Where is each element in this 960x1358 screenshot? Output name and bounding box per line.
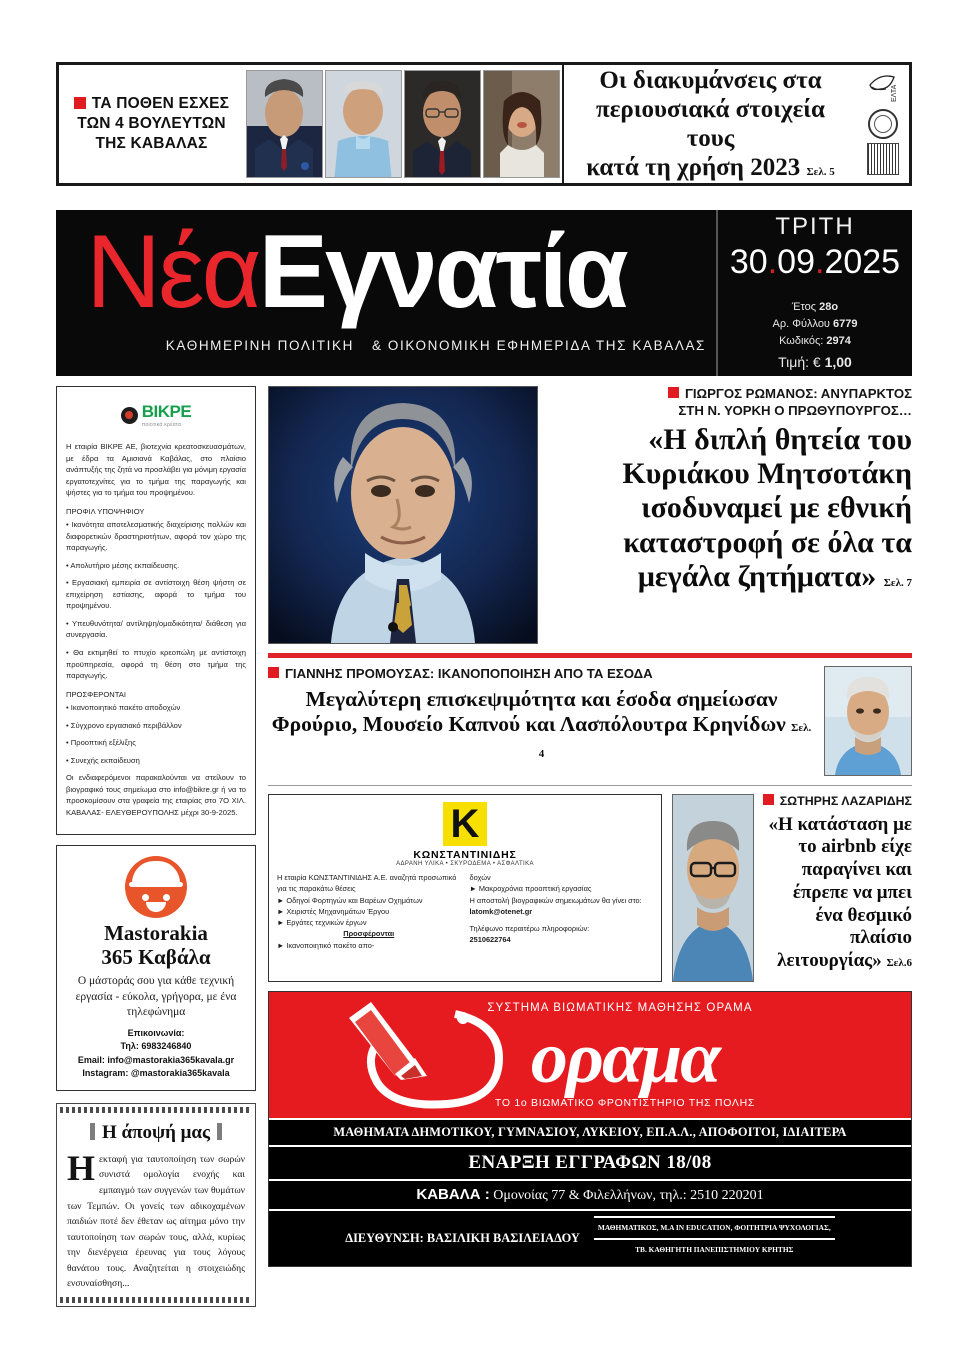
konstantinidis-phone-label: Τηλέφωνο περαιτέρω πληροφοριών: (469, 924, 590, 933)
masthead-price-value: 1,00 (824, 353, 852, 370)
politician-portrait-4-image (484, 71, 559, 178)
top-banner-label-text: ΤΑ ΠΟΘΕΝ ΕΣΧΕΣ ΤΩΝ 4 ΒΟΥΛΕΥΤΩΝ ΤΗΣ ΚΑΒΑΛΑΣ (77, 95, 230, 152)
vikre-intro: Η εταιρία ΒΙΚΡΕ ΑΕ, βιοτεχνία κρεατοσκευασμάτων, με έδρα τα Αμισιανά Καβάλας, στο πλαίσιο ανάπτυξής της ζητά να προσλάβει για μόνιμη εργασία εργατοτεχνίτες για το τμήμα της παραγωγής και ψήστες για το τμήμα του προψημένου. (66, 442, 246, 498)
ad-orama[interactable] (268, 991, 912, 1267)
thin-divider-rule (268, 785, 912, 786)
red-square-icon (74, 97, 86, 109)
vikre-offer-3: • Προοπτική εξέλιξης (66, 738, 136, 748)
vikre-dot-icon (121, 407, 138, 424)
konstantinidis-bullet-2: ► Χειριστές Μηχανημάτων Έργου (277, 906, 390, 916)
top-banner-box (56, 62, 912, 186)
giannis-promousas-photo (824, 666, 912, 776)
masthead-subtitle (165, 332, 706, 358)
mastorakia-mouth (146, 902, 166, 912)
vikre-bullet-3: • Εργασιακή εμπειρία σε αντίστοιχη θέση ψήστη σε επιχείρηση εστίασης, αφορά το τμήμα του προψημένου. (66, 578, 246, 611)
masthead-subtitle-left: ΚΑΘΗΜΕΡΙΝΗ ΠΟΛΙΤΙΚΗ (165, 337, 354, 353)
orama-address-line (269, 1179, 911, 1209)
orama-address: Ομονοίας 77 & Φιλελλήνων, τηλ.: 2510 220201 (493, 1188, 764, 1203)
politician-photo-4 (483, 70, 560, 178)
mastorakia-email[interactable]: Email: info@mastorakia365kavala.gr (77, 1054, 235, 1065)
lead-kicker-line2: ΣΤΗ Ν. ΥΟΡΚΗ Ο ΠΡΩΘΥΠΟΥΡΓΟΣ… (678, 402, 912, 418)
politician-portrait-3-image (405, 71, 480, 178)
masthead-issue-line (772, 316, 857, 333)
third-page-ref: Σελ.6 (886, 957, 912, 970)
orama-director-credentials (594, 1216, 835, 1261)
lead-kicker (548, 386, 912, 419)
red-square-icon (268, 667, 279, 678)
vikre-logo-tagline: ποιοτικά κρέατα (141, 422, 182, 428)
masthead-title-part2: Εγνατία (258, 214, 626, 330)
orama-director-line (269, 1209, 911, 1266)
lead-headline[interactable] (548, 423, 912, 594)
top-banner-label (65, 94, 238, 153)
orama-banner (269, 992, 911, 1118)
barcode-logo (867, 143, 899, 175)
editorial-bar-right-icon (217, 1123, 222, 1140)
vikre-offer-4: • Συνεχής εκπαίδευση (66, 755, 140, 765)
konstantinidis-name: ΚΩΝΣΤΑΝΤΙΝΙΔΗΣ (413, 849, 517, 861)
second-headline[interactable] (268, 687, 815, 764)
masthead-day: ΤΡΙΤΗ (775, 212, 855, 240)
lead-story-text (548, 386, 912, 644)
second-story (268, 666, 912, 776)
konstantinidis-col2-cont: δοχών (469, 873, 491, 882)
masthead-meta (772, 299, 857, 374)
lead-story (268, 386, 912, 644)
top-banner-headline (574, 66, 847, 182)
vikre-profile-heading: ΠΡΟΦΙΛ ΥΠΟΨΗΦΙΟΥ (66, 506, 145, 516)
orama-enrollment-line: ΕΝΑΡΞΗ ΕΓΓΡΑΦΩΝ 18/08 (269, 1145, 911, 1179)
mastorakia-title (65, 922, 247, 969)
mastorakia-contact (65, 1027, 247, 1081)
content-area (56, 386, 912, 1306)
konstantinidis-email[interactable]: latomk@otenet.gr (469, 906, 533, 916)
elta-logo (866, 73, 900, 105)
lead-page-ref: Σελ. 7 (883, 576, 912, 589)
third-story-text (761, 794, 912, 982)
editorial-body: Ηεκταφή για ταυτοποίηση των σωρών συνιστά ομολογία ενοχής και εμπαιγμό των συγγενών των θυμάτων των Τεμπών. Οι γονείς των αδικοχαμένων παιδιών ποτέ δεν έθεταν ως αίτημα μόνο την ταυτοποίηση των σωρών τους, αλλά, κυρίως την διενέργεια έρευνας για τους λόγους θανάτου τους. Αναζητείται η στοιχειώδης ενσυναίσθηση... (67, 1147, 245, 1290)
orama-credential-1: ΜΑΘΗΜΑΤΙΚΟΣ, Μ.Α IN EDUCATION, ΦΟΙΤΗΤΡΙΑ ΨΥΧΟΛΟΓΙΑΣ, (594, 1216, 835, 1238)
vikre-logo-name: BIKPE (141, 402, 192, 421)
mastorakia-slogan: Ο μάστοράς σου για κάθε τεχνική εργασία - εύκολα, γρήγορα, με ένα τηλεφώνημα (75, 975, 237, 1019)
politician-portrait-1-image (247, 71, 322, 178)
masthead-date-year: 2025 (824, 242, 901, 281)
konstantinidis-tagline: ΑΔΡΑΝΗ ΥΛΙΚΑ • ΣΚΥΡΟΔΕΜΑ • ΑΣΦΑΛΤΙΚΑ (396, 861, 534, 867)
ad-mastorakia[interactable] (56, 845, 256, 1091)
top-banner (56, 62, 912, 186)
masthead-year-line (772, 299, 857, 316)
third-story (672, 794, 912, 982)
orama-credential-2: ΤΒ. ΚΑΘΗΓΗΤΗ ΠΑΝΕΠΙΣΤΗΜΙΟΥ ΚΡΗΤΗΣ (594, 1238, 835, 1260)
seal-logo (868, 109, 898, 139)
second-kicker-text: ΓΙΑΝΝΗΣ ΠΡΟΜΟΥΣΑΣ: ΙΚΑΝΟΠΟΠΟΙΗΣΗ ΑΠΟ ΤΑ ΕΣΟΔΑ (285, 666, 653, 681)
top-banner-headline-line-3 (574, 153, 847, 182)
editorial-box (56, 1103, 256, 1307)
mastorakia-phone[interactable]: Τηλ: 6983246840 (120, 1041, 192, 1052)
masthead-issue-value: 6779 (833, 317, 858, 330)
orama-courses-line: ΜΑΘΗΜΑΤΑ ΔΗΜΟΤΙΚΟΥ, ΓΥΜΝΑΣΙΟΥ, ΛΥΚΕΙΟΥ, ΕΠ.Α.Λ., ΑΠΟΦΟΙΤΟΙ, ΙΔΙΑΙΤΕΡΑ (269, 1118, 911, 1145)
mastorakia-eye-right (163, 894, 170, 901)
konstantinidis-columns (277, 872, 653, 951)
konstantinidis-intro: Η εταιρία ΚΩΝΣΤΑΝΤΙΝΙΔΗΣ Α.Ε. αναζητά προσωπικό για τις παρακάτω θέσεις (277, 873, 457, 894)
orama-director-name: ΔΙΕΥΘΥΝΣΗ: ΒΑΣΙΛΙΚΗ ΒΑΣΙΛΕΙΑΔΟΥ (345, 1230, 580, 1245)
main-column (268, 386, 912, 1267)
vikre-offers-heading: ΠΡΟΣΦΕΡΟΝΤΑΙ (66, 689, 126, 699)
politician-photo-3 (404, 70, 481, 178)
masthead-year-label: Έτος (791, 300, 817, 313)
second-kicker (268, 666, 815, 683)
vikre-logo-mark (121, 402, 191, 428)
konstantinidis-col-2 (470, 872, 654, 951)
masthead-title (86, 214, 626, 330)
politician-photo-2 (325, 70, 402, 178)
vikre-logo (66, 395, 246, 435)
masthead-code-value: 2974 (826, 334, 851, 347)
lead-headline-text: «Η διπλή θητεία του Κυριάκου Μητσοτάκη ισοδυναμεί με εθνική καταστροφή σε όλα τα μεγάλα ζητήματα» (622, 423, 912, 593)
vikre-ad-text (66, 441, 246, 818)
masthead-price-label: Τιμή: € (778, 353, 821, 370)
third-headline[interactable] (761, 814, 912, 974)
second-story-text (268, 666, 815, 764)
lead-kicker-line1: ΓΙΩΡΓΟΣ ΡΩΜΑΝΟΣ: ΑΝΥΠΑΡΚΤΟΣ (684, 386, 912, 401)
masthead (56, 210, 912, 376)
sotiris-lazaridis-portrait-image (673, 795, 753, 981)
giorgos-romanos-photo (268, 386, 538, 644)
vikre-bullet-4: • Υπευθυνότητα/ αντίληψη/ομαδικότητα/ διάθεση για συνεργασία. (66, 618, 246, 640)
svg-text:ΕΛΤΑ: ΕΛΤΑ (891, 84, 898, 102)
top-banner-headline-line-2: περιουσιακά στοιχεία τους (596, 96, 825, 152)
konstantinidis-logo-icon: Κ (443, 802, 487, 846)
orama-pencil-icon (335, 1000, 525, 1110)
editorial-top-dots (60, 1107, 252, 1113)
giannis-promousas-portrait-image (825, 667, 911, 775)
mastorakia-eye-left (142, 894, 149, 901)
vikre-bullet-5: • Θα εκτιμηθεί το πτυχίο κρεοπώλη με αντίστοιχη προϋπηρεσία, αφορά τη θέση στο τμήμα της παραγωγής. (66, 647, 246, 681)
masthead-title-area (56, 210, 716, 376)
orama-wordmark: οραμα (530, 1017, 720, 1099)
second-headline-text: Μεγαλύτερη επισκεψιμότητα και έσοδα σημείωσαν Φρούριο, Μουσείο Καπνού και Λασπόλουτρα Κρηνίδων (271, 686, 786, 737)
konstantinidis-col2-bullet-1: ► Μακροχρόνια προοπτική εργασίας (469, 884, 592, 894)
masthead-subtitle-right: & ΟΙΚΟΝΟΜΙΚΗ ΕΦΗΜΕΡΙΔΑ ΤΗΣ ΚΑΒΑΛΑΣ (371, 337, 706, 353)
politician-photo-1 (246, 70, 323, 178)
konstantinidis-bullet-3: ► Εργάτες τεχνικών έργων (277, 918, 367, 927)
vikre-offer-1: • Ικανοποιητικό πακέτο αποδοχών (66, 703, 181, 713)
third-kicker-text: ΣΩΤΗΡΗΣ ΛΑΖΑΡΙΔΗΣ (779, 794, 912, 808)
third-row (268, 794, 912, 982)
mastorakia-hat-shape (132, 861, 180, 883)
politician-portrait-2-image (326, 71, 401, 178)
politician-photo-strip (244, 65, 562, 183)
elta-logo-image (866, 73, 900, 105)
masthead-title-part1: Νέα (86, 214, 259, 330)
orama-city: ΚΑΒΑΛΑ : (416, 1186, 490, 1203)
third-headline-text: «Η κατάσταση με το airbnb είχε παραγίνει και έπρεπε να μπει ένα θεσμικό πλαίσιο λειτουργίας» (768, 813, 912, 972)
orama-info-lines (269, 1118, 911, 1266)
top-banner-label-block (59, 65, 244, 183)
masthead-code-line (772, 333, 857, 350)
editorial-bar-left-icon (90, 1123, 95, 1140)
third-kicker (761, 794, 912, 810)
mastorakia-brim-shape (129, 882, 183, 887)
left-column (56, 386, 256, 1307)
vikre-bullet-2: • Απολυτήριο μέσης εκπαίδευσης. (66, 560, 180, 570)
ad-konstantinidis[interactable] (268, 794, 662, 982)
sotiris-lazaridis-photo (672, 794, 754, 982)
masthead-date-day: 30 (729, 242, 768, 281)
giorgos-romanos-portrait-image (269, 387, 537, 643)
masthead-price-line (772, 352, 857, 374)
orama-pencil-image (335, 1000, 525, 1110)
mastorakia-title-line1: Mastorakia (104, 921, 208, 946)
vikre-bullet-1: • Ικανότητα αποτελεσματικής διαχείρισης πολλών και διαφορετικών δραστηριοτήτων, αφορά τον χώρο της παραγωγής. (66, 520, 246, 553)
top-banner-logos (857, 65, 909, 183)
masthead-date: 30.09.2025 (729, 242, 901, 281)
masthead-date-month: 09 (777, 242, 815, 281)
orama-top-line: ΣΥΣΤΗΜΑ ΒΙΩΜΑΤΙΚΗΣ ΜΑΘΗΣΗΣ ΟΡΑΜΑ (487, 1002, 753, 1014)
second-page-ref: Σελ. 4 (538, 722, 812, 761)
masthead-code-label: Κωδικός: (779, 334, 824, 347)
mastorakia-contact-label: Επικοινωνία: (127, 1027, 185, 1038)
masthead-issue-label: Αρ. Φύλλου (772, 317, 830, 330)
mastorakia-worker-icon (125, 856, 187, 918)
top-banner-headline-line-3-text: κατά τη χρήση 2023 (586, 154, 801, 181)
mastorakia-title-line2: 365 Καβάλα (101, 944, 211, 969)
vikre-offer-2: • Σύγχρονο εργασιακό περιβάλλον (66, 720, 182, 730)
konstantinidis-offers-title: Προσφέρονται (343, 929, 395, 939)
red-divider-rule (268, 653, 912, 658)
red-square-icon (763, 794, 774, 805)
vikre-apply-info: Οι ενδιαφερόμενοι παρακαλούνται να στείλουν το βιογραφικό τους σημείωμα στο info@bikre.gr ή να το προσκομίσουν στα γραφεία της εταιρίας στο 7Ο ΧΙΛ. ΚΑΒΑΛΑΣ- ΕΛΕΥΘΕΡΟΥΠΟΛΗΣ μέχρι 30-9-2025. (66, 773, 246, 817)
ad-vikre[interactable] (56, 386, 256, 835)
konstantinidis-cv-note: Η αποστολή βιογραφικών σημειωμάτων θα γίνει στο: (469, 895, 642, 905)
orama-bottom-line: ΤΟ 1ο ΒΙΩΜΑΤΙΚΟ ΦΡΟΝΤΙΣΤΗΡΙΟ ΤΗΣ ΠΟΛΗΣ (494, 1097, 756, 1109)
top-banner-headline-block (562, 65, 857, 183)
editorial-title (65, 1122, 247, 1144)
top-banner-headline-line-1: Οι διακυμάνσεις στα (599, 67, 822, 94)
masthead-date-block (716, 210, 912, 376)
editorial-title-text: Η άποψή μας (101, 1121, 211, 1143)
konstantinidis-bullet-4: ► Ικανοποιητικό πακέτο απο- (277, 940, 375, 950)
konstantinidis-bullet-1: ► Οδηγοί Φορτηγών και Βαρέων Οχημάτων (277, 895, 423, 905)
konstantinidis-phone[interactable]: 2510622764 (469, 935, 511, 945)
vikre-logo-text (142, 402, 191, 428)
red-square-icon (668, 387, 679, 398)
editorial-bottom-dots (60, 1297, 252, 1303)
masthead-year-value: 28ο (819, 300, 839, 313)
top-banner-page-ref: Σελ. 5 (806, 166, 835, 178)
mastorakia-instagram[interactable]: Instagram: @mastorakia365kavala (82, 1068, 230, 1079)
konstantinidis-col-1 (277, 872, 461, 951)
